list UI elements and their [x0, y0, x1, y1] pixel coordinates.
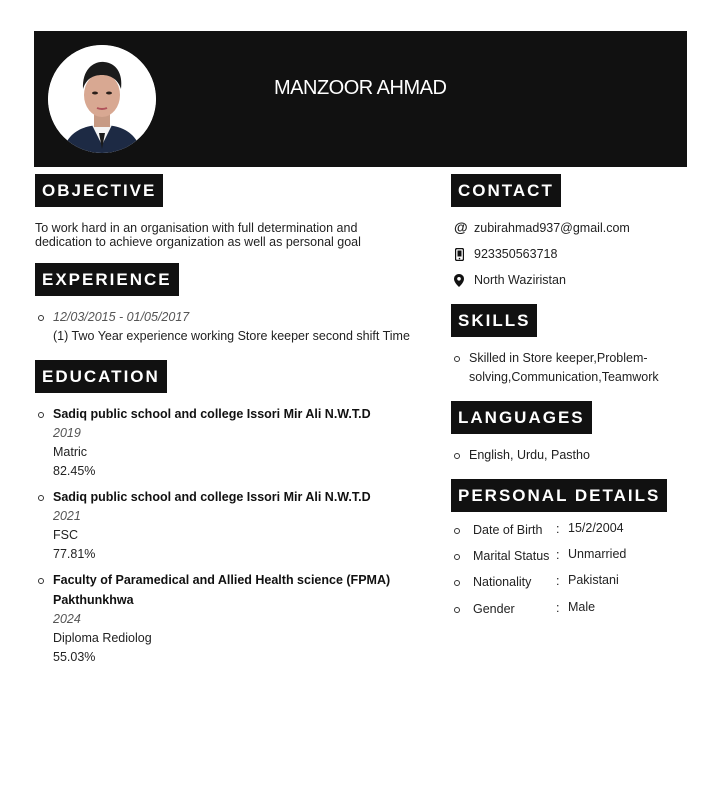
bullet-icon — [454, 580, 460, 586]
profile-photo — [48, 45, 156, 153]
bullet-icon — [454, 453, 460, 459]
at-icon: @ — [454, 219, 468, 235]
languages-heading: LANGUAGES — [451, 401, 592, 434]
bullet-icon — [454, 356, 460, 362]
education-score: 82.45% — [53, 464, 96, 478]
education-year: 2024 — [53, 612, 81, 626]
personal-value-marital: Unmarried — [568, 547, 627, 561]
skills-line-1: Skilled in Store keeper,Problem- — [469, 351, 648, 365]
objective-line-1: To work hard in an organisation with full determination and — [35, 221, 358, 235]
experience-dates: 12/03/2015 - 01/05/2017 — [53, 310, 190, 324]
education-degree: Matric — [53, 445, 88, 459]
separator: : — [556, 548, 560, 562]
location-pin-icon — [454, 274, 464, 292]
personal-label-marital: Marital Status — [473, 549, 550, 563]
education-school: Sadiq public school and college Issori Mir Ali N.W.T.D — [53, 407, 371, 421]
personal-details-heading: PERSONAL DETAILS — [451, 479, 667, 512]
separator: : — [556, 574, 560, 588]
bullet-icon — [38, 412, 44, 418]
personal-label-nationality: Nationality — [473, 575, 532, 589]
bullet-icon — [454, 607, 460, 613]
education-year: 2019 — [53, 426, 81, 440]
language-item: English, Urdu, Pastho — [469, 448, 590, 462]
experience-heading: EXPERIENCE — [35, 263, 179, 296]
contact-email[interactable]: zubirahmad937@gmail.com — [474, 221, 630, 235]
education-school-line-1: Faculty of Paramedical and Allied Health science (FPMA) — [53, 573, 391, 587]
education-score: 77.81% — [53, 547, 96, 561]
skills-heading: SKILLS — [451, 304, 537, 337]
education-school: Sadiq public school and college Issori Mir Ali N.W.T.D — [53, 490, 371, 504]
personal-value-gender: Male — [568, 600, 596, 614]
contact-location: North Waziristan — [474, 273, 566, 287]
bullet-icon — [454, 554, 460, 560]
phone-icon — [455, 248, 464, 266]
bullet-icon — [38, 315, 44, 321]
bullet-icon — [38, 495, 44, 501]
experience-description: (1) Two Year experience working Store keeper second shift Time — [53, 329, 410, 343]
separator: : — [556, 601, 560, 615]
bullet-icon — [454, 528, 460, 534]
bullet-icon — [38, 578, 44, 584]
education-heading: EDUCATION — [35, 360, 167, 393]
education-score: 55.03% — [53, 650, 96, 664]
personal-value-nationality: Pakistani — [568, 573, 619, 587]
education-degree: FSC — [53, 528, 78, 542]
personal-value-dob: 15/2/2004 — [568, 521, 624, 535]
contact-phone[interactable]: 923350563718 — [474, 247, 558, 261]
personal-label-gender: Gender — [473, 602, 515, 616]
resume-header — [34, 31, 687, 167]
separator: : — [556, 522, 560, 536]
objective-heading: OBJECTIVE — [35, 174, 163, 207]
education-school-line-2: Pakthunkhwa — [53, 593, 134, 607]
candidate-name: MANZOOR AHMAD — [274, 77, 447, 99]
contact-heading: CONTACT — [451, 174, 561, 207]
skills-line-2: solving,Communication,Teamwork — [469, 370, 659, 384]
objective-line-2: dedication to achieve organization as well as personal goal — [35, 235, 361, 249]
personal-label-dob: Date of Birth — [473, 523, 543, 537]
education-year: 2021 — [53, 509, 81, 523]
education-degree: Diploma Rediolog — [53, 631, 152, 645]
